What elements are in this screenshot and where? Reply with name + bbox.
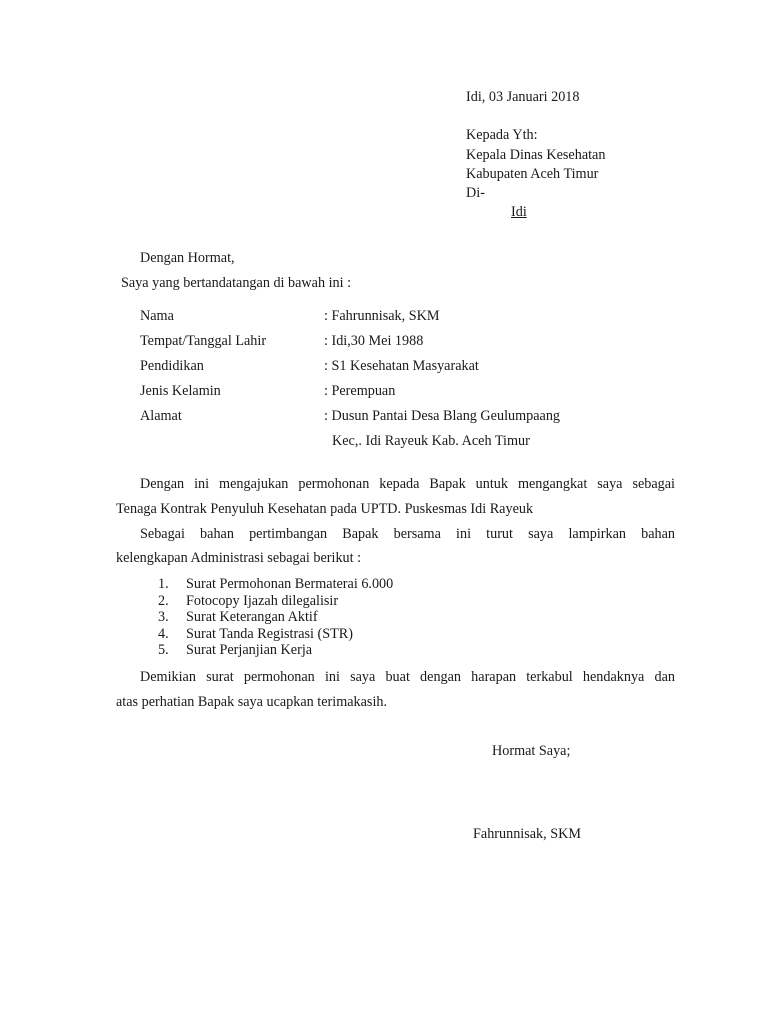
list-item: Fotocopy Ijazah dilegalisir: [186, 593, 339, 609]
identity-value-ttl: : Idi,30 Mei 1988: [324, 333, 424, 349]
list-item-number: 3.: [158, 609, 169, 625]
list-item-number: 2.: [158, 593, 169, 609]
identity-label-pendidikan: Pendidikan: [140, 358, 204, 374]
identity-label-nama: Nama: [140, 308, 174, 324]
list-item-number: 5.: [158, 642, 169, 658]
identity-value-alamat: : Dusun Pantai Desa Blang Geulumpaang: [324, 408, 561, 424]
identity-value-alamat-cont: Kec,. Idi Rayeuk Kab. Aceh Timur: [332, 433, 530, 449]
recipient-line-1: Kepada Yth:: [466, 127, 538, 143]
list-item: Surat Perjanjian Kerja: [186, 642, 313, 658]
recipient-line-3: Kabupaten Aceh Timur: [466, 166, 599, 182]
paragraph-2-line-2: kelengkapan Administrasi sebagai berikut :: [116, 550, 362, 566]
closing-line-2: atas perhatian Bapak saya ucapkan terimakasih.: [116, 694, 388, 710]
paragraph-1-line-1: Dengan ini mengajukan permohonan kepada Bapak untuk mengangkat saya sebagai: [140, 476, 675, 492]
signature-name: Fahrunnisak, SKM: [473, 826, 581, 842]
recipient-line-4: Di-: [466, 185, 485, 201]
list-item: Surat Keterangan Aktif: [186, 609, 318, 625]
paragraph-1-line-2: Tenaga Kontrak Penyuluh Kesehatan pada UPTD. Puskesmas Idi Rayeuk: [116, 501, 534, 517]
identity-value-jenis-kelamin: : Perempuan: [324, 383, 396, 399]
identity-value-nama: : Fahrunnisak, SKM: [324, 308, 440, 324]
closing-line-1: Demikian surat permohonan ini saya buat dengan harapan terkabul hendaknya dan: [140, 669, 675, 685]
intro-line: Saya yang bertandatangan di bawah ini :: [121, 275, 352, 291]
greeting: Dengan Hormat,: [140, 250, 235, 266]
list-item: Surat Tanda Registrasi (STR): [186, 626, 353, 642]
recipient-line-2: Kepala Dinas Kesehatan: [466, 147, 606, 163]
signoff: Hormat Saya;: [492, 743, 571, 759]
identity-value-pendidikan: : S1 Kesehatan Masyarakat: [324, 358, 479, 374]
list-item-number: 4.: [158, 626, 169, 642]
list-item-number: 1.: [158, 576, 169, 592]
identity-label-alamat: Alamat: [140, 408, 182, 424]
letter-date: Idi, 03 Januari 2018: [466, 89, 580, 105]
identity-label-jenis-kelamin: Jenis Kelamin: [140, 383, 221, 399]
paragraph-2-line-1: Sebagai bahan pertimbangan Bapak bersama ini turut saya lampirkan bahan: [140, 526, 675, 542]
identity-label-ttl: Tempat/Tanggal Lahir: [140, 333, 267, 349]
recipient-place: Idi: [511, 204, 527, 220]
list-item: Surat Permohonan Bermaterai 6.000: [186, 576, 394, 592]
